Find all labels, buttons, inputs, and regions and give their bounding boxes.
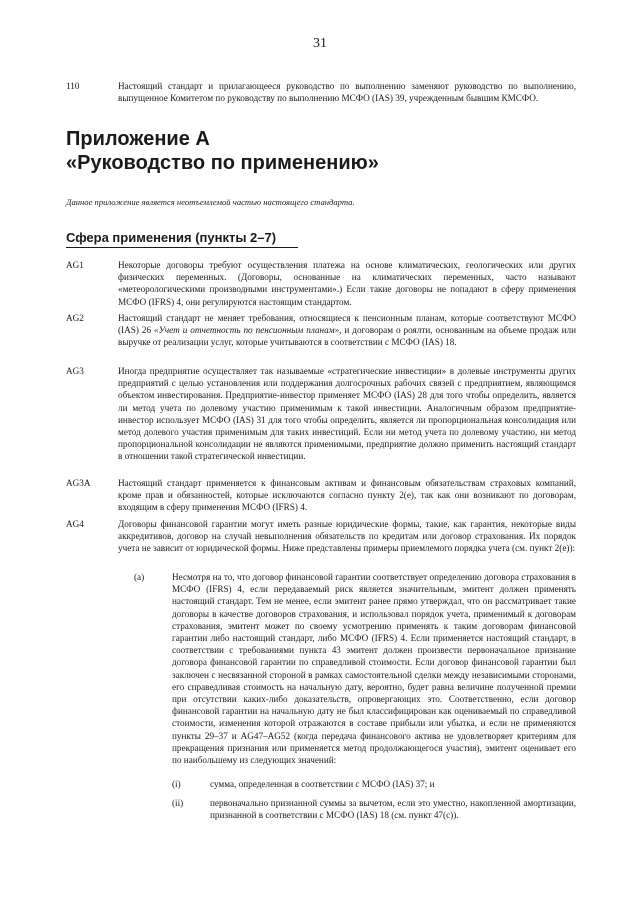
paragraph-ag1-text: Некоторые договоры требуют осуществления платежа на основе климатических, геологических или других физических переменных. (Договоры, основанные на климатических переменных, часто называют «метеорологическими производными инструментами».) Если такие договоры не попадают в сферу применения МСФО (IFRS) 4, они регулируются настоящим стандартом. (118, 260, 576, 307)
item-a-text: Несмотря на то, что договор финансовой гарантии соответствует определению договора страхования в МСФО (IFRS) 4, если передаваемый риск является значительным, эмитент должен применять настоящий стандарт. Тем не менее, если эмитент ранее прямо утверждал, что он рассматривает такие договоры в качестве договоров страхования, и использовал порядок учета, применимый к договорам страхования, эмитент может по своему усмотрению применять к таким договорам финансовой гарантии либо настоящий стандарт, либо МСФО (IFRS) 4. Если применяется настоящий стандарт, в соответствии с требованиями пункта 43 эмитент должен произвести первоначальное признание договора финансовой гарантии по справедливой стоимости. Если договор финансовой гарантии был заключен с несвязанной стороной в рамках самостоятельной сделки между независимыми сторонами, его справедливая стоимость на начальную дату, вероятно, будет равна величине полученной премии при отсутствии каких-либо доказательств, опровергающих это. Соответственно, если договор финансовой гарантии на начальную дату не был классифицирован как оцениваемый по справедливой стоимости, изменения которой отражаются в составе прибыли или убытка, и если не применяются пункты 29–37 и AG47–AG52 (когда передача финансового актива не удовлетворяет критериям для прекращения признания или применяется метод продолжающегося участия), эмитент оценивает его по наибольшему из следующих значений: (172, 572, 576, 766)
item-label-ii: (ii) (172, 798, 184, 808)
paragraph-label-ag2: AG2 (66, 313, 84, 323)
paragraph-ag2-text: Настоящий стандарт не меняет требования, относящиеся к пенсионным планам, которые соответствуют МСФО (IAS) 26 «Учет и отчетность по пенсионным планам», и договорам о роялти, основанным на объеме продаж или выручке от реализации услуг, которые учитываются в соответствии с МСФО (IAS) 18. (118, 313, 576, 348)
ag2-italic-title: «Учет и отчетность по пенсионным планам» (154, 325, 340, 336)
paragraph-label-ag4: AG4 (66, 519, 84, 529)
paragraph-ag4-text: Договоры финансовой гарантии могут иметь разные юридические формы, такие, как гарантия, некоторые виды аккредитивов, договор на случай невыполнения обязательств по кредитам или договор страхования. Их порядок учета не зависит от юридической формы. Ниже представлены примеры приемлемого порядка учета (см. пункт 2(е)): (118, 519, 576, 554)
section-heading-underline (66, 247, 298, 248)
paragraph-label-ag3: AG3 (66, 366, 84, 376)
paragraph-ag3-text: Иногда предприятие осуществляет так называемые «стратегические инвестиции» в долевые инструменты других предприятий с целью установления или поддержания долгосрочных рабочих связей с предприятием, являющимся объектом инвестирования. Предприятие-инвестор применяет МСФО (IAS) 28 для того чтобы определить, является ли метод учета по долевому участию применимым к такой инвестиции. Аналогичным образом предприятие-инвестор использует МСФО (IAS) 31 для того чтобы определить, является ли пропорциональная консолидация или метод долевого участия применимым для таких инвестиций. Если ни метод учета по долевому участию, ни метод пропорциональной консолидации не являются применимыми, предприятие должно применить настоящий стандарт в отношении такой стратегической инвестиции. (118, 366, 576, 462)
paragraph-label-ag1: AG1 (66, 260, 84, 270)
paragraph-number-110: 110 (66, 81, 80, 91)
paragraph-110-text: Настоящий стандарт и прилагающееся руководство по выполнению заменяют руководство по выполнению, выпущенное Комитетом по руководству по выполнению МСФО (IAS) 39, учрежденным бывшим КМСФО. (118, 81, 576, 104)
page-number: 31 (313, 36, 327, 51)
item-label-a: (a) (134, 572, 145, 582)
paragraph-label-ag3a: AG3A (66, 478, 91, 488)
item-label-i: (i) (172, 779, 181, 789)
item-i-text: сумма, определенная в соответствии с МСФО (IAS) 37; и (210, 779, 435, 789)
paragraph-ag3a-text: Настоящий стандарт применяется к финансовым активам и финансовым обязательствам страховых компаний, кроме прав и обязанностей, которые исключаются согласно пункту 2(е), так как они возникают по договорам, входящим в сферу применения МСФО (IFRS) 4. (118, 478, 576, 513)
appendix-title-line-1: Приложение А (66, 128, 210, 150)
item-ii-text: первоначально признанной суммы за вычетом, если это уместно, накопленной амортизации, признанной в соответствии с МСФО (IAS) 18 (см. пункт 47(с)). (210, 798, 576, 821)
appendix-note: Данное приложение является неотъемлемой частью настоящего стандарта. (66, 197, 355, 207)
appendix-title-line-2: «Руководство по применению» (66, 152, 379, 174)
section-heading: Сфера применения (пункты 2–7) (66, 230, 277, 245)
